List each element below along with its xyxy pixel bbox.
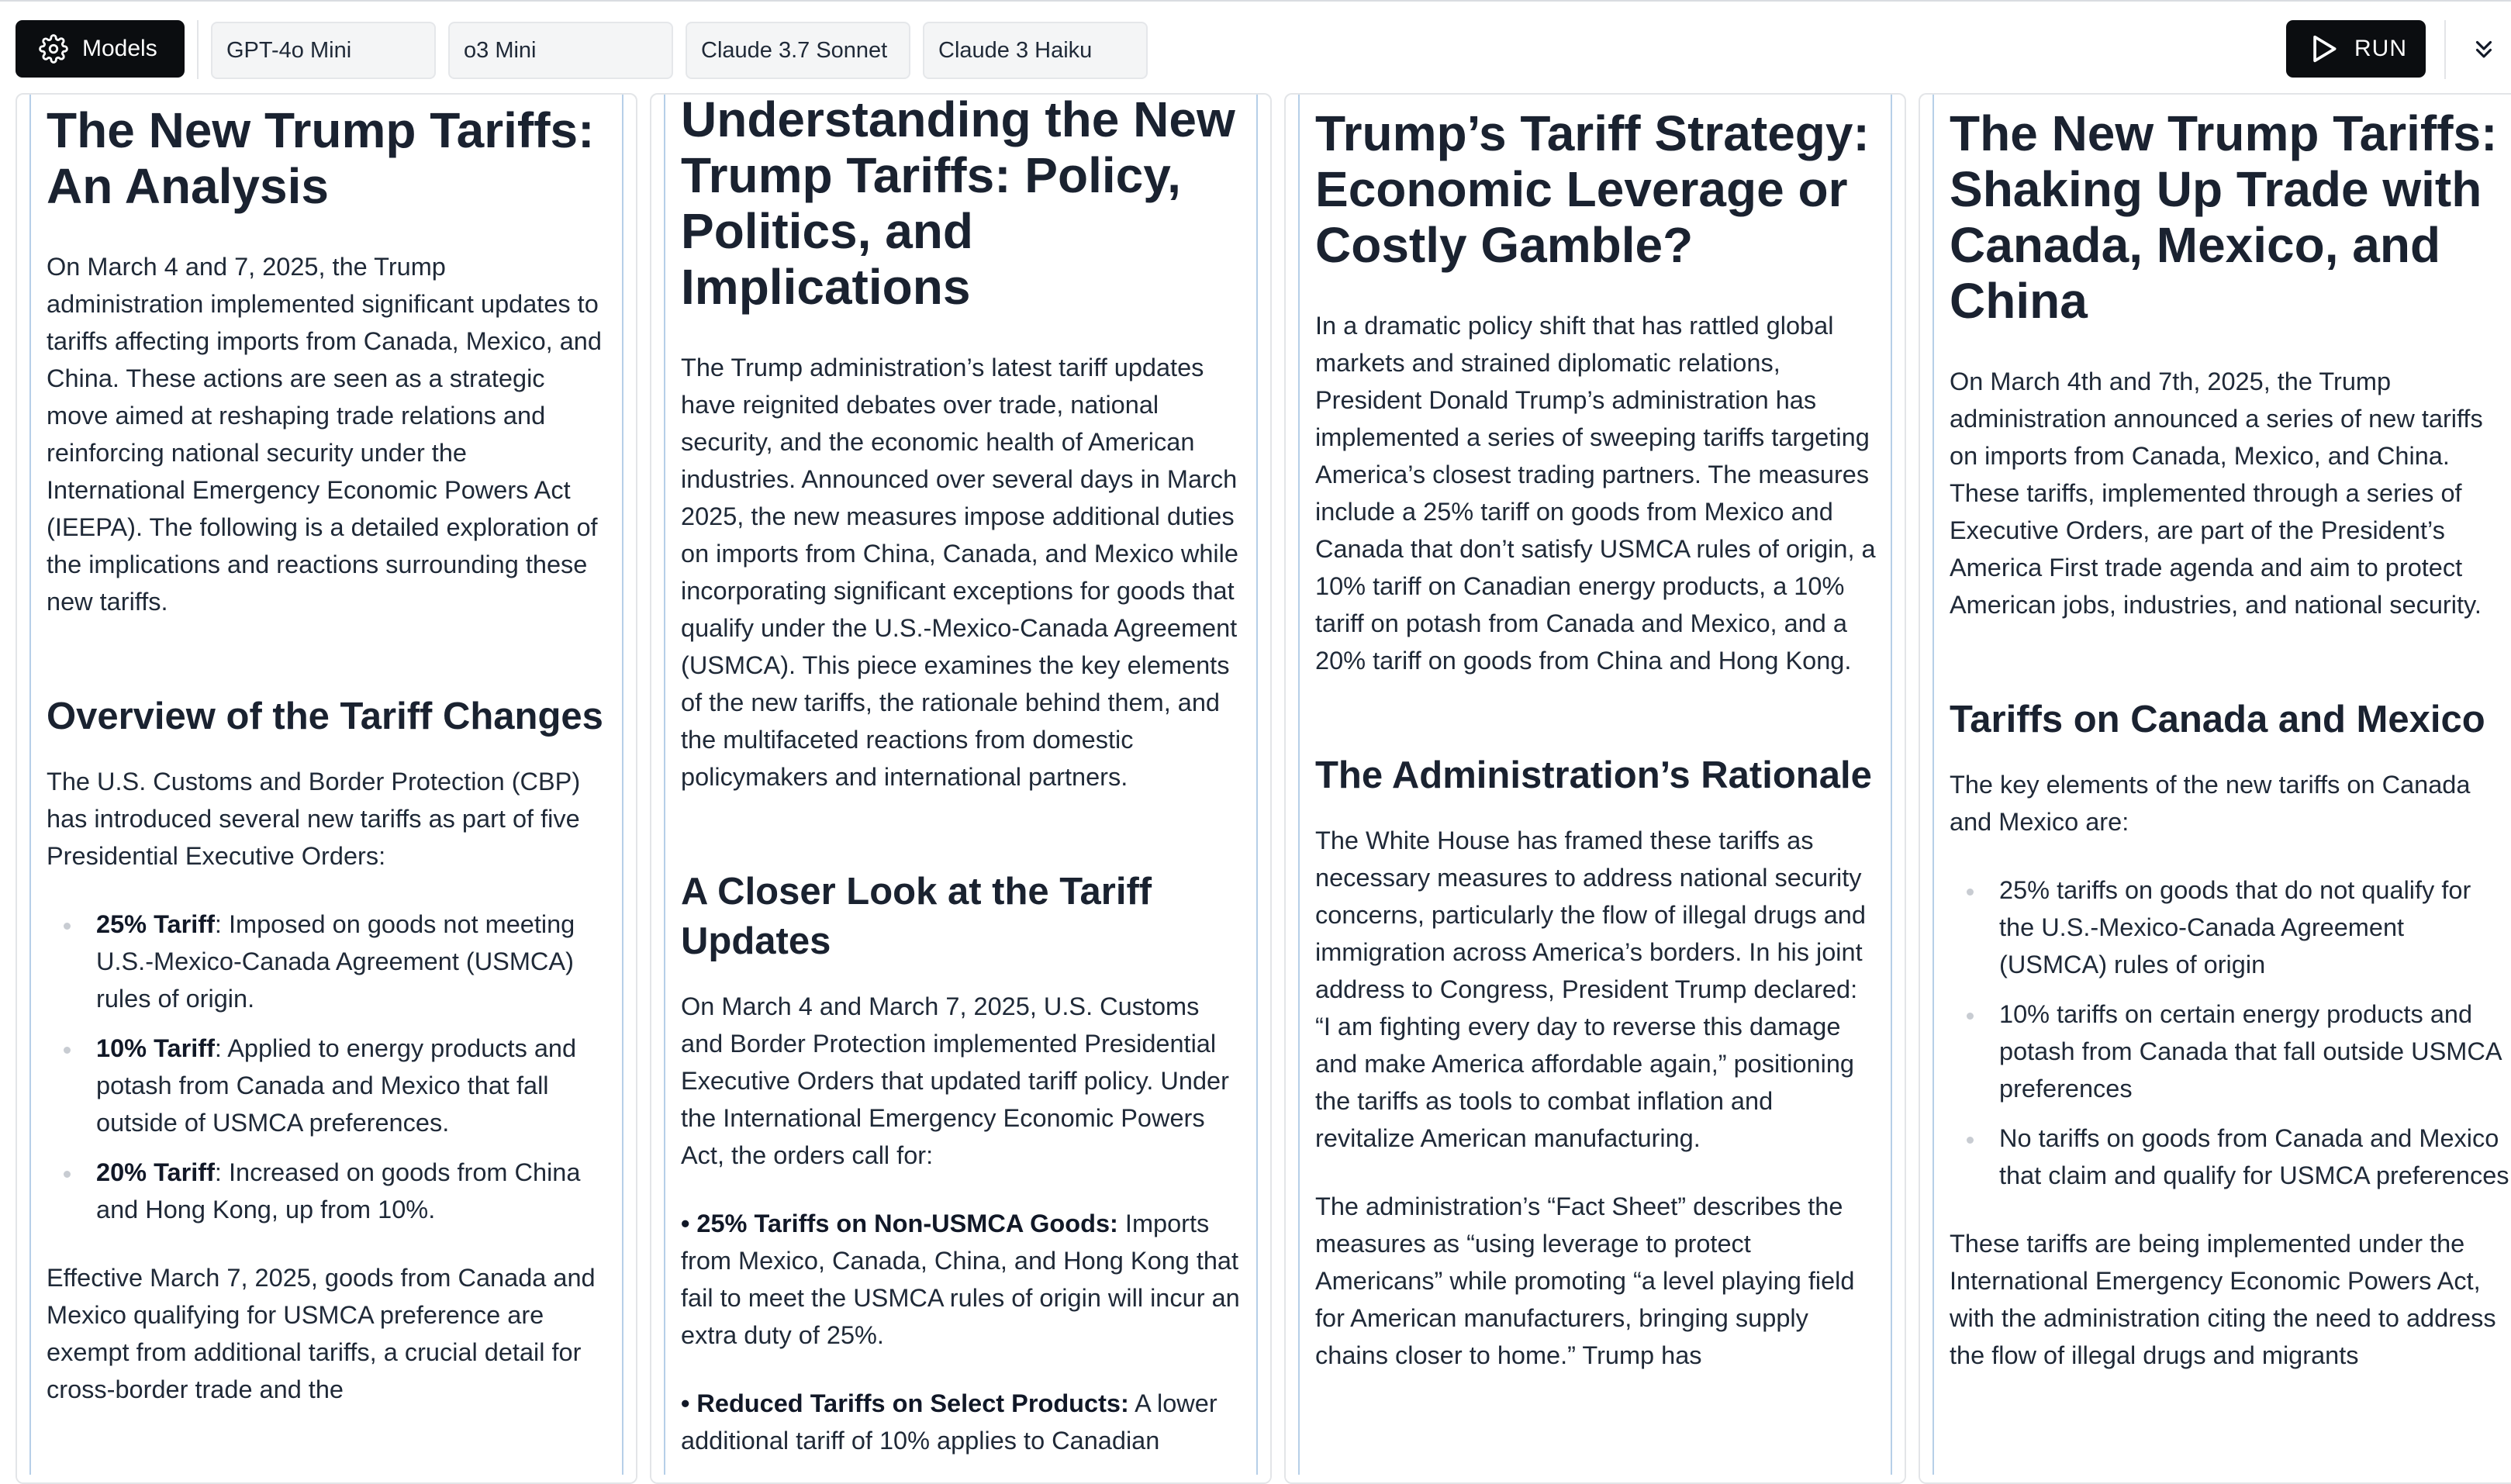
model-tab-label: Claude 3.7 Sonnet — [701, 37, 888, 63]
list-item: 10% tariffs on certain energy products and potash from Canada that fall outside USMCA preferences — [1950, 996, 2511, 1107]
response-scroll-area[interactable] — [664, 95, 1258, 1482]
section-paragraph: The White House has framed these tariffs as necessary measures to address national security concerns, particularly the flow of illegal drugs and immigration across America’s borders. In his joint address to Congress, President Trump declared: “I am fighting every day to reverse this damage and make America affordable again,” positioning the tariffs as tools to combat inflation and revitalize American manufacturing. — [1315, 827, 1866, 1152]
model-tab-o3-mini[interactable] — [448, 22, 673, 79]
article-intro: In a dramatic policy shift that has rattled global markets and strained diplomatic relations, President Donald Trump’s administration has implemented a series of sweeping tariffs targeting America’s closest trading partners. The measures include a 25% tariff on goods from Mexico and Canada that don’t satisfy USMCA rules of origin, a 10% tariff on Canadian energy products, a 10% tariff on potash from Canada and Mexico, and a 20% tariff on goods from China and Hong Kong. — [1315, 312, 1876, 675]
article-title: The New Trump Tariffs: Shaking Up Trade with Canada, Mexico, and China — [1950, 105, 2498, 329]
response-article — [47, 102, 610, 1439]
model-tab-label: GPT-4o Mini — [226, 37, 352, 63]
section-paragraph: On March 4 and March 7, 2025, U.S. Customs and Border Protection implemented Presidential Executive Orders that updated tariff policy. Under the International Emergency Economic Powers Act, the orders call for: — [681, 992, 1229, 1169]
section-heading: The Administration’s Rationale — [1315, 754, 1872, 796]
list-item — [47, 906, 610, 1017]
models-button[interactable] — [16, 20, 185, 78]
tariff-list — [47, 906, 610, 1228]
section-paragraph: The U.S. Customs and Border Protection (CBP) has introduced several new tariffs as part of five Presidential Executive Orders: — [47, 768, 581, 870]
section-paragraph: Effective March 7, 2025, goods from Canada and Mexico qualifying for USMCA preference are exempt from additional tariffs, a crucial detail for cross-border trade and the — [47, 1264, 596, 1403]
list-item-text: : Increased on goods from China and Hong Kong, up from 10%. — [96, 1158, 581, 1223]
play-icon — [2311, 34, 2337, 64]
list-item-label: 20% Tariff — [96, 1158, 215, 1186]
collapse-expand-button[interactable] — [2457, 20, 2511, 78]
run-button[interactable] — [2286, 20, 2426, 78]
response-panel-claude-3-7-sonnet[interactable] — [1284, 93, 1906, 1484]
tariff-item-label: • Reduced Tariffs on Select Products: — [681, 1389, 1129, 1417]
list-item-label: 10% Tariff — [96, 1034, 215, 1062]
tariff-item — [681, 1385, 1244, 1459]
article-intro: On March 4 and 7, 2025, the Trump administration implemented significant updates to tariffs affecting imports from Canada, Mexico, and China. These actions are seen as a strategic move aimed at reshaping trade relations and reinforcing national security under the International Emergency Economic Powers Act (IEEPA). The following is a detailed exploration of the implications and reactions surrounding these new tariffs. — [47, 253, 602, 616]
response-panel-o3-mini[interactable] — [650, 93, 1272, 1484]
section-paragraph: The key elements of the new tariffs on Canada and Mexico are: — [1950, 771, 2471, 836]
section-paragraph: The administration’s “Fact Sheet” describes the measures as “using leverage to protect Americans” while promoting “a level playing field for American manufacturers, bringing supply chains closer to home.” Trump has — [1315, 1192, 1855, 1369]
response-panel-claude-3-haiku[interactable] — [1919, 93, 2511, 1484]
list-item-label: 25% Tariff — [96, 910, 215, 938]
section-heading: Overview of the Tariff Changes — [47, 695, 603, 737]
list-item-text: : Imposed on goods not meeting U.S.-Mexico-Canada Agreement (USMCA) rules of origin. — [96, 910, 575, 1013]
response-article — [1315, 105, 1878, 1405]
top-toolbar — [0, 0, 2511, 95]
run-button-label: RUN — [2354, 36, 2407, 61]
toolbar-divider — [197, 20, 199, 79]
article-title: The New Trump Tariffs: An Analysis — [47, 102, 595, 214]
tariff-list — [1950, 871, 2511, 1194]
toolbar-divider — [2444, 20, 2446, 79]
tariff-item — [681, 1205, 1244, 1354]
tariff-item-text: A lower additional tariff of 10% applies to Canadian — [681, 1389, 1218, 1455]
list-item: No tariffs on goods from Canada and Mexico that claim and qualify for USMCA preferences — [1950, 1120, 2511, 1194]
response-scroll-area[interactable] — [29, 95, 623, 1482]
section-heading: A Closer Look at the Tariff Updates — [681, 871, 1152, 962]
list-item — [47, 1154, 610, 1228]
tariff-item-label: • 25% Tariffs on Non-USMCA Goods: — [681, 1210, 1118, 1237]
article-intro: On March 4th and 7th, 2025, the Trump administration announced a series of new tariffs on imports from Canada, Mexico, and China. These tariffs, implemented through a series of Executive Orders, are part of the President’s America First trade agenda and aim to protect American jobs, industries, and national security. — [1950, 368, 2483, 619]
model-tab-claude-3-7-sonnet[interactable] — [686, 22, 910, 79]
list-item-text: : Applied to energy products and potash from Canada and Mexico that fall outside of USMCA preferences. — [96, 1034, 577, 1137]
gear-icon — [39, 34, 68, 64]
article-intro: The Trump administration’s latest tariff updates have reignited debates over trade, national security, and the economic health of American industries. Announced over several days in March 2025, the new measures impose additional duties on imports from China, Canada, and Mexico while incorporating significant exceptions for goods that qualify under the U.S.-Mexico-Canada Agreement (USMCA). This piece examines the key elements of the new tariffs, the rationale behind them, and the multifaceted reactions from domestic policymakers and international partners. — [681, 354, 1238, 791]
model-tab-label: Claude 3 Haiku — [938, 37, 1093, 63]
response-article — [1950, 105, 2511, 1405]
response-panel-gpt-4o-mini[interactable] — [16, 93, 637, 1484]
section-heading: Tariffs on Canada and Mexico — [1950, 699, 2485, 740]
model-tab-label: o3 Mini — [464, 37, 537, 63]
section-paragraph: These tariffs are being implemented under the International Emergency Economic Powers Act, with the administration citing the need to address the flow of illegal drugs and migrants — [1950, 1230, 2496, 1369]
response-scroll-area[interactable] — [1932, 95, 2511, 1482]
model-tab-claude-3-haiku[interactable] — [923, 22, 1148, 79]
article-title: Understanding the New Trump Tariffs: Policy, Politics, and Implications — [681, 95, 1235, 315]
model-tab-gpt-4o-mini[interactable] — [211, 22, 436, 79]
article-title: Trump’s Tariff Strategy: Economic Leverage or Costly Gamble? — [1315, 105, 1870, 273]
list-item — [47, 1030, 610, 1141]
list-item: 25% tariffs on goods that do not qualify for the U.S.-Mexico-Canada Agreement (USMCA) rules of origin — [1950, 871, 2511, 983]
response-scroll-area[interactable] — [1298, 95, 1892, 1482]
double-chevron-down-icon — [2471, 36, 2497, 62]
models-button-label: Models — [82, 36, 157, 61]
response-article — [681, 95, 1244, 1482]
tariff-item-text: Imports from Mexico, Canada, China, and Hong Kong that fail to meet the USMCA rules of origin will incur an extra duty of 25%. — [681, 1210, 1240, 1349]
